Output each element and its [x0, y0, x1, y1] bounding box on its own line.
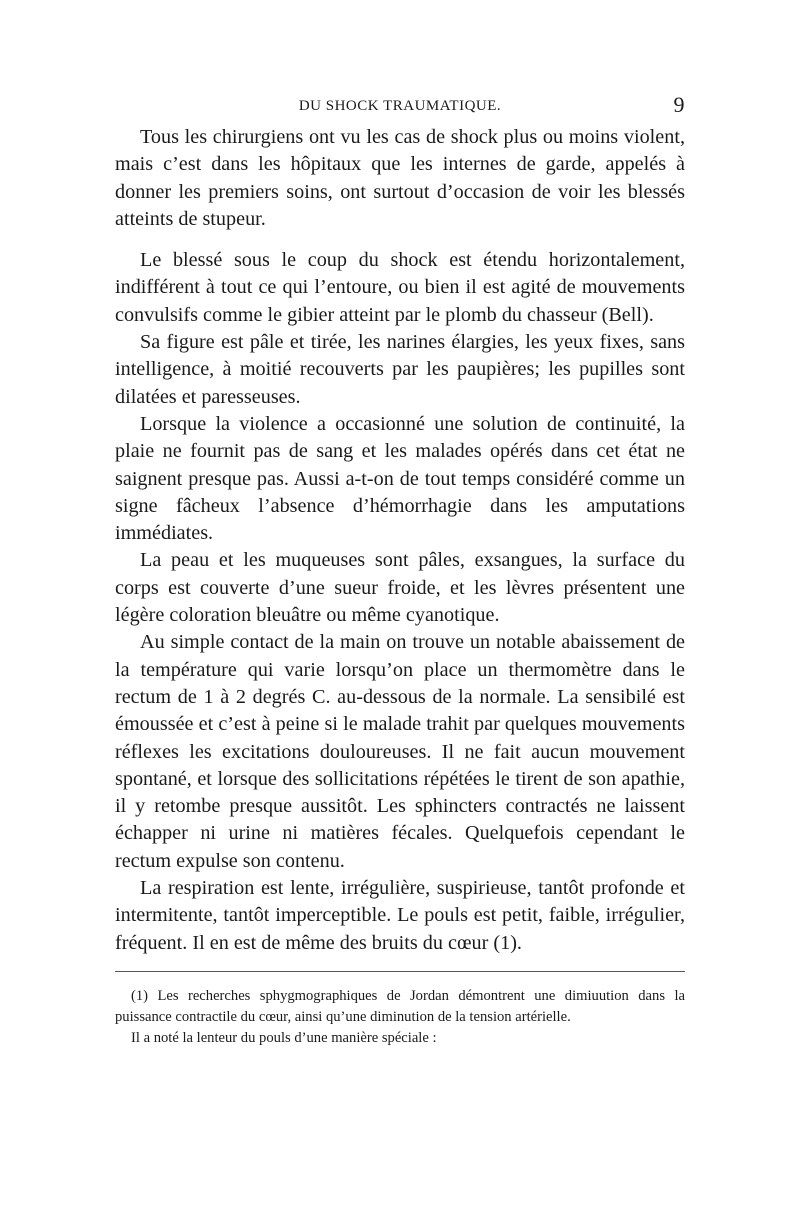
footnote: Il a noté la lenteur du pouls d’une manière spéciale : — [131, 1029, 437, 1046]
paragraph: La respiration est lente, irrégulière, suspirieuse, tantôt profonde et intermitente, tantôt imperceptible. Le pouls est petit, faible, irrégulier, fréquent. Il en est de même des bruits du cœur (1). — [115, 877, 685, 954]
running-head — [115, 92, 685, 120]
running-title: DU SHOCK TRAUMATIQUE. — [298, 98, 502, 114]
paragraph: Au simple contact de la main on trouve un notable abaissement de la température qui varie lorsqu’on place un thermomètre dans le rectum de 1 à 2 degrés C. au-dessous de la normale. La sensibilé est émoussée et c’est à peine si le malade trahit par quelques mouvements réflexes les excitations douloureuses. Il ne fait aucun mouvement spontané, et lorsque des sollicitations répétées le tirent de son apathie, il y retombe presque aussitôt. Les sphincters contractés ne laissent échapper ni urine ni matières fécales. Quelquefois cependant le rectum expulse son contenu. — [115, 631, 685, 872]
page-number: 9 — [673, 92, 685, 117]
footnotes — [115, 986, 685, 1049]
footnote: (1) Les recherches sphygmographiques de Jordan démontrent une dimiuution dans la puissance contractile du cœur, ainsi qu’une diminution de la tension artérielle. — [115, 987, 685, 1025]
footnote-divider — [115, 971, 685, 972]
paragraph: Le blessé sous le coup du shock est étendu horizontalement, indifférent à tout ce qui l’entoure, ou bien il est agité de mouvements convulsifs comme le gibier atteint par le plomb du chasseur (Bell). — [115, 249, 685, 326]
body-text — [115, 124, 685, 957]
paragraph: Tous les chirurgiens ont vu les cas de shock plus ou moins violent, mais c’est dans les hôpitaux que les internes de garde, appelés à donner les premiers soins, ont surtout d’occasion de voir les blessés atteints de stupeur. — [115, 126, 685, 230]
paragraph: Lorsque la violence a occasionné une solution de continuité, la plaie ne fournit pas de sang et les malades opérés dans cet état ne saignent presque pas. Aussi a-t-on de tout temps considéré comme un signe fâcheux l’absence d’hémorrhagie dans les amputations immédiates. — [115, 412, 685, 545]
paragraph: Sa figure est pâle et tirée, les narines élargies, les yeux fixes, sans intelligence, à moitié recouverts par les paupières; les pupilles sont dilatées et paresseuses. — [115, 331, 685, 408]
paragraph: La peau et les muqueuses sont pâles, exsangues, la surface du corps est couverte d’une sueur froide, et les lèvres présentent une légère coloration bleuâtre ou même cyanotique. — [115, 549, 685, 627]
book-page — [115, 92, 685, 1049]
